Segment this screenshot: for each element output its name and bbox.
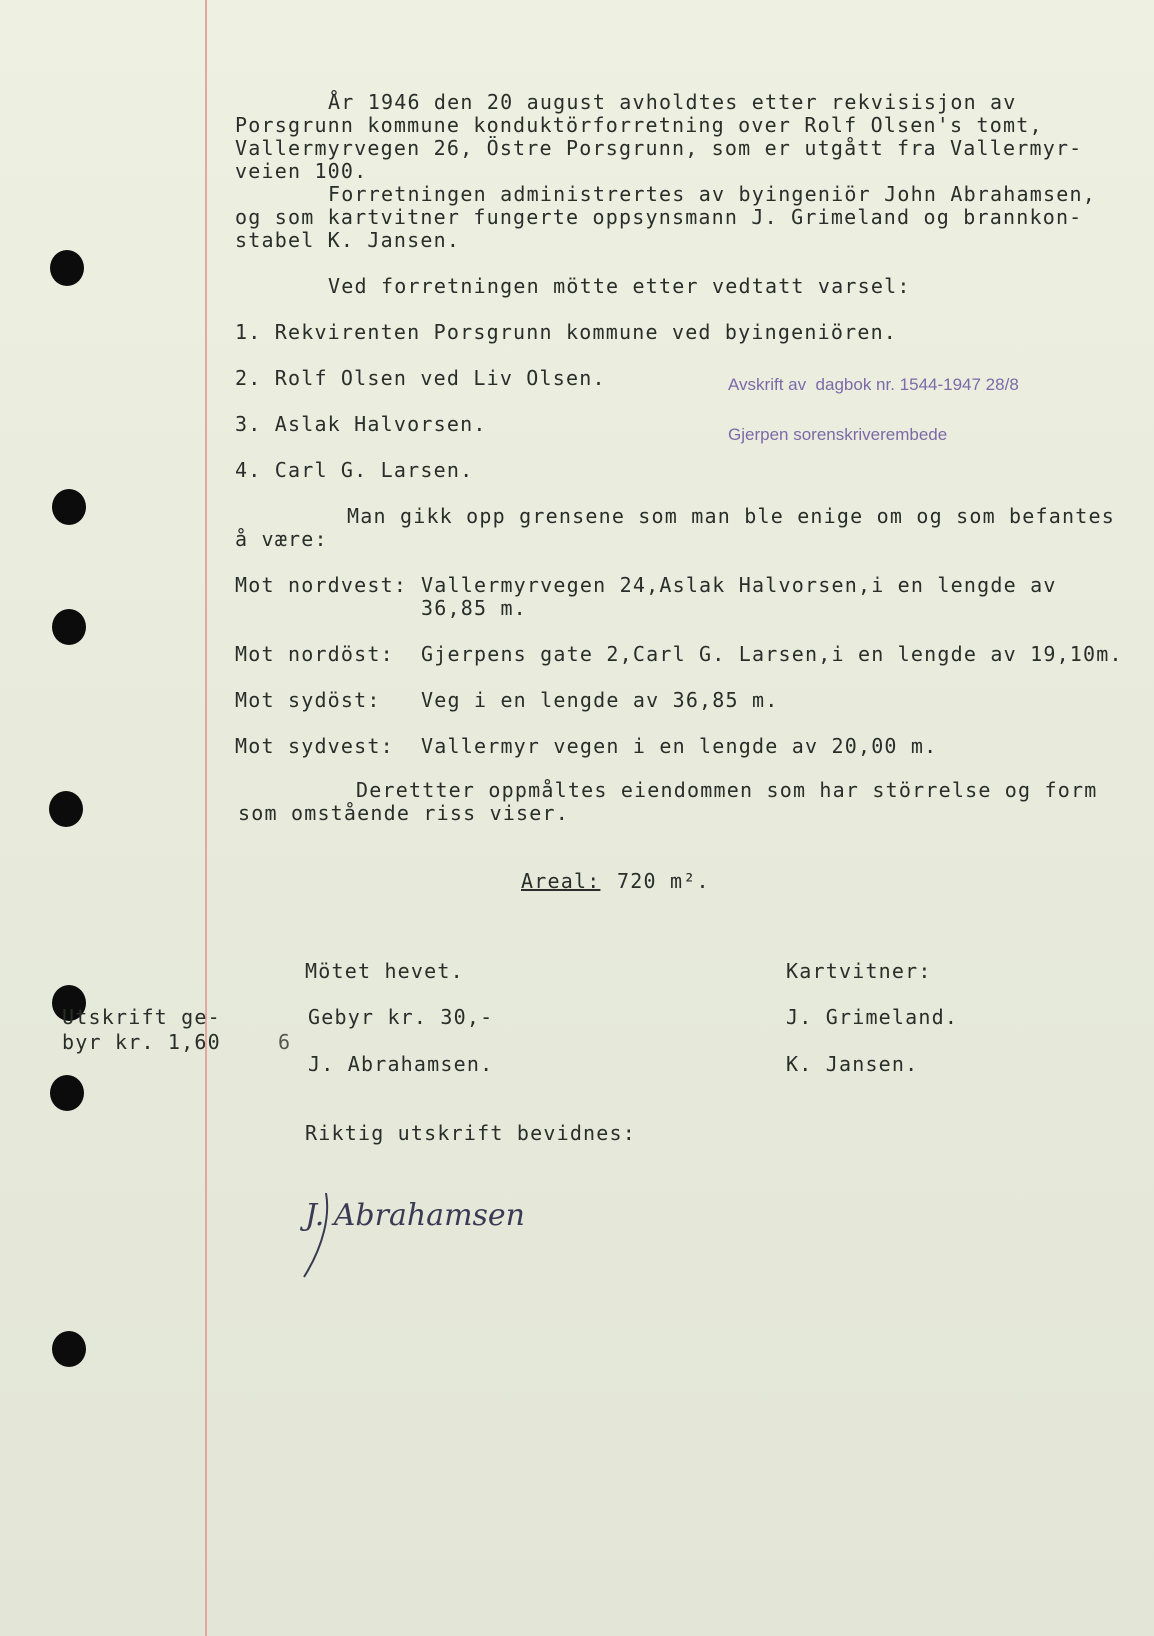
handwritten-signature: J. Abrahamsen [305,1198,525,1233]
signature-stroke [296,1185,356,1285]
witness-heading: Kartvitner: [786,959,932,983]
intro-line: År 1946 den 20 august avholdtes etter rekvisisjon av [328,90,1017,114]
areal-label: Areal: [521,869,601,893]
closing-line: Mötet hevet. [305,959,464,983]
boundary-text: Vallermyrvegen 24,Aslak Halvorsen,i en lengde av [421,573,1057,597]
measure-line: Derettter oppmåltes eiendommen som har störrelse og form [356,778,1098,802]
witness-name: K. Jansen. [786,1052,919,1076]
attendance-intro: Ved forretningen mötte etter vedtatt varsel: [328,274,911,298]
boundary-intro-line: Man gikk opp grensene som man ble enige om og som befantes [347,504,1115,528]
areal-value: 720 m². [617,869,710,893]
punch-hole [52,489,86,525]
closing-line: J. Abrahamsen. [308,1052,494,1076]
boundary-text: Gjerpens gate 2,Carl G. Larsen,i en lengde av 19,10m. [421,642,1123,666]
punch-hole [52,609,86,645]
punch-hole [52,1331,86,1367]
boundary-text: Vallermyr vegen i en lengde av 20,00 m. [421,734,938,758]
margin-note-line: byr kr. 1,60 [62,1030,221,1054]
boundary-text: 36,85 m. [421,596,527,620]
archive-stamp-line: Avskrift av dagbok nr. 1544-1947 28/8 [728,375,1019,394]
archive-stamp-office: Gjerpen sorenskriverembede [728,425,948,444]
intro-line: veien 100. [235,159,368,183]
intro-line: Vallermyrvegen 26, Östre Porsgrunn, som er utgått fra Vallermyr- [235,136,1083,160]
attendee-item: 4. Carl G. Larsen. [235,458,474,482]
boundary-direction: Mot sydöst: [235,688,381,712]
boundary-intro-line: å være: [235,527,328,551]
admin-line: og som kartvitner fungerte oppsynsmann J. Grimeland og brannkon- [235,205,1083,229]
margin-rule [205,0,207,1636]
margin-note-line: Utskrift ge- [62,1005,221,1029]
boundary-direction: Mot nordöst: [235,642,394,666]
punch-hole [50,1075,84,1111]
admin-line: stabel K. Jansen. [235,228,461,252]
attendee-item: 3. Aslak Halvorsen. [235,412,487,436]
margin-note-suffix: 6 [278,1030,292,1054]
boundary-direction: Mot sydvest: [235,734,394,758]
boundary-direction: Mot nordvest: [235,573,408,597]
attendee-item: 2. Rolf Olsen ved Liv Olsen. [235,366,606,390]
admin-line: Forretningen administrertes av byingeniör John Abrahamsen, [328,182,1096,206]
punch-hole [49,791,83,827]
witness-name: J. Grimeland. [786,1005,959,1029]
boundary-text: Veg i en lengde av 36,85 m. [421,688,779,712]
intro-line: Porsgrunn kommune konduktörforretning over Rolf Olsen's tomt, [235,113,1043,137]
measure-line: som omstående riss viser. [238,801,570,825]
certification-line: Riktig utskrift bevidnes: [305,1121,637,1145]
punch-hole [50,250,84,286]
attendee-item: 1. Rekvirenten Porsgrunn kommune ved byingeniören. [235,320,898,344]
closing-line: Gebyr kr. 30,- [308,1005,494,1029]
